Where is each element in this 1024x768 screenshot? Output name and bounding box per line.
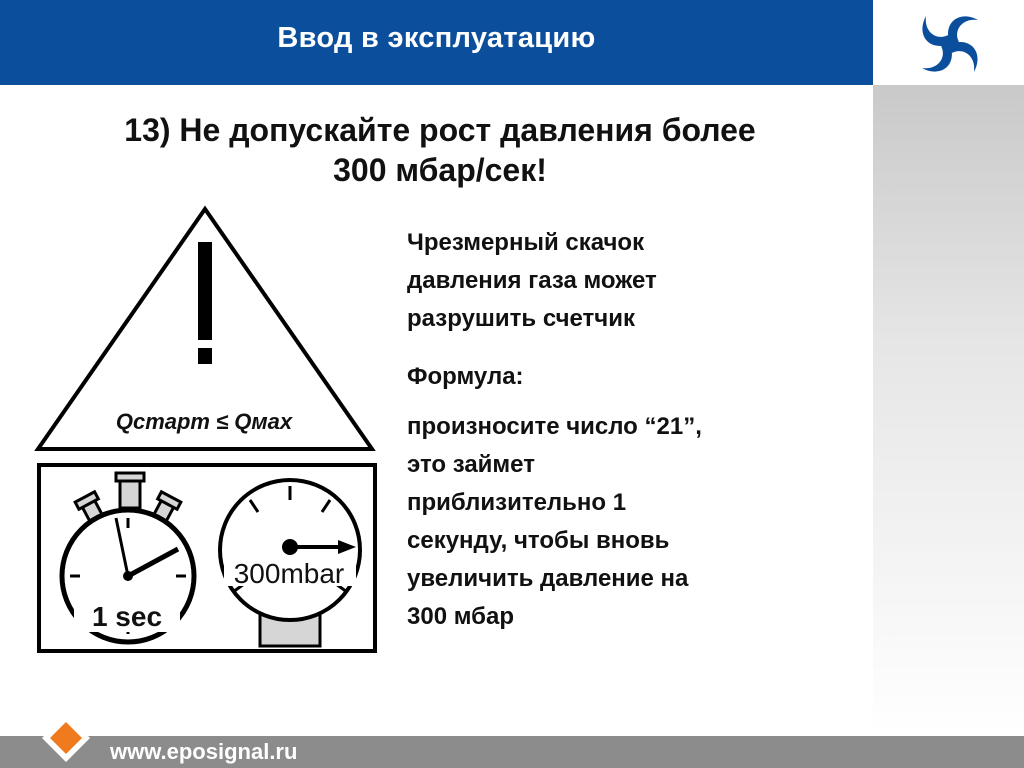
warning-line: разрушить счетчик	[407, 305, 635, 332]
main-heading	[40, 110, 840, 190]
heading-line-1: 13) Не допускайте рост давления более	[124, 112, 756, 148]
formula-line: секунду, чтобы вновь	[407, 527, 670, 554]
website-link[interactable]: www.eposignal.ru	[110, 739, 298, 764]
slide-title: Ввод в эксплуатацию	[277, 22, 596, 54]
formula-line: увеличить давление на	[407, 565, 689, 592]
right-decor-strip	[873, 85, 1024, 736]
body-text	[407, 224, 847, 636]
formula-line: 300 мбар	[407, 603, 514, 630]
heading-line-2: 300 мбар/сек!	[333, 152, 547, 188]
warning-line: Чрезмерный скачок	[407, 229, 645, 256]
stopwatch-label: 1 sec	[91, 601, 163, 632]
formula-label: Qстарт ≤ Qмах	[115, 409, 293, 434]
formula-line: произносите число “21”,	[407, 413, 702, 440]
diamond-logo-icon	[40, 712, 92, 764]
pressure-illustration	[30, 200, 390, 660]
company-logo-icon	[912, 6, 988, 82]
exclamation-icon	[198, 242, 212, 364]
gauge-label: 300mbar	[233, 558, 345, 589]
formula-line: это займет	[407, 451, 535, 478]
formula-heading: Формула:	[407, 363, 524, 390]
formula-line: приблизительно 1	[407, 489, 627, 516]
warning-line: давления газа может	[407, 267, 657, 294]
